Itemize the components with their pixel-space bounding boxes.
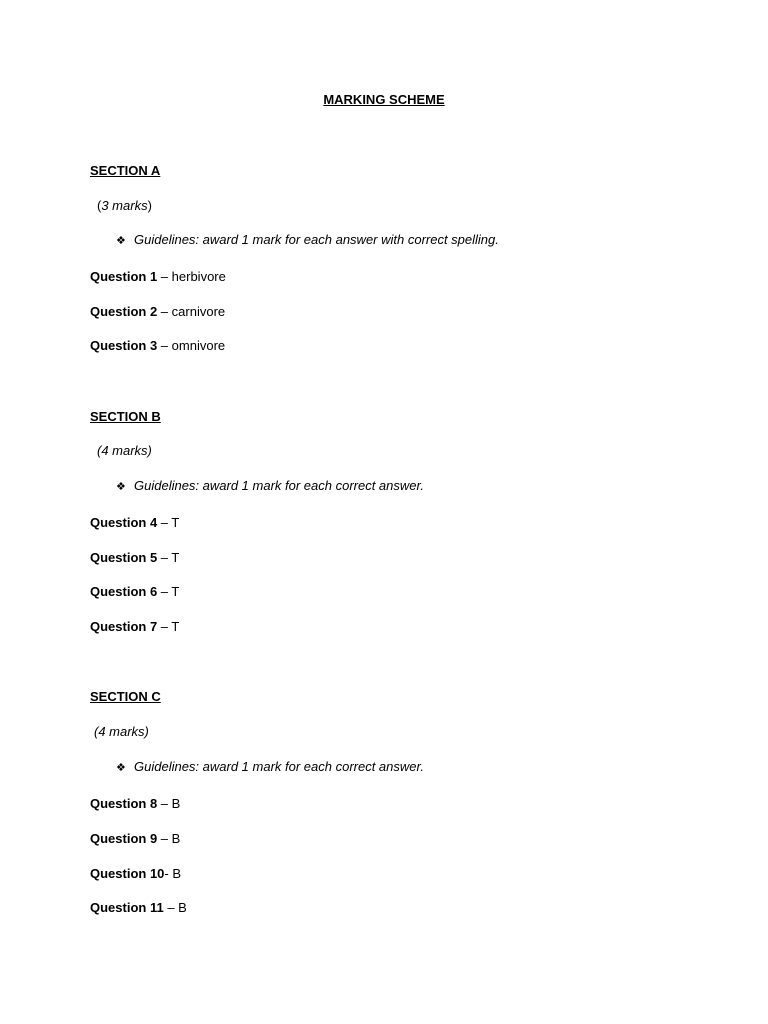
section-a-marks <box>97 198 152 214</box>
question-separator: – <box>157 619 172 634</box>
question-separator: – <box>157 831 172 846</box>
question-separator: – <box>157 796 172 811</box>
question-row <box>90 269 226 285</box>
question-separator: – <box>157 515 172 530</box>
question-label: Question 6 <box>90 584 158 599</box>
question-separator: – <box>157 304 172 319</box>
diamond-bullet-icon: ❖ <box>116 235 126 247</box>
section-b-heading: SECTION B <box>90 409 161 424</box>
question-separator: – <box>157 584 172 599</box>
question-answer: B <box>171 796 181 811</box>
question-row <box>90 900 187 916</box>
question-label: Question 9 <box>90 831 158 846</box>
section-b-guideline <box>116 478 424 495</box>
question-row <box>90 866 181 882</box>
question-row <box>90 796 180 812</box>
question-label: Question 5 <box>90 550 158 565</box>
question-answer: B <box>178 900 187 915</box>
section-c-guideline <box>116 759 424 776</box>
marks-open-paren: ( <box>97 198 102 213</box>
section-b-marks <box>97 443 152 459</box>
question-answer: T <box>171 619 180 634</box>
marks-close-paren: ) <box>147 198 152 213</box>
question-separator: – <box>157 338 172 353</box>
question-answer: T <box>171 584 180 599</box>
question-answer: T <box>171 550 180 565</box>
question-answer: carnivore <box>171 304 226 319</box>
question-separator: – <box>163 900 179 915</box>
question-answer: omnivore <box>171 338 226 353</box>
question-label: Question 1 <box>90 269 158 284</box>
question-row <box>90 550 179 566</box>
question-answer: T <box>171 515 180 530</box>
guideline-text: Guidelines: award 1 mark for each correct answer. <box>134 478 424 493</box>
question-label: Question 3 <box>90 338 158 353</box>
question-row <box>90 619 179 635</box>
diamond-bullet-icon: ❖ <box>116 762 126 774</box>
marks-text: (4 marks) <box>97 443 152 458</box>
question-label: Question 4 <box>90 515 158 530</box>
question-separator: – <box>157 550 172 565</box>
question-label: Question 10 <box>90 866 165 881</box>
question-label: Question 7 <box>90 619 158 634</box>
marks-text: 3 marks <box>101 198 148 213</box>
question-answer: B <box>172 866 182 881</box>
section-c-heading: SECTION C <box>90 689 161 704</box>
question-row <box>90 831 180 847</box>
marks-text: (4 marks) <box>94 724 149 739</box>
section-a-heading: SECTION A <box>90 163 161 178</box>
diamond-bullet-icon: ❖ <box>116 481 126 493</box>
page-title: MARKING SCHEME <box>323 92 445 107</box>
question-row <box>90 304 225 320</box>
question-label: Question 8 <box>90 796 158 811</box>
question-label: Question 11 <box>90 900 164 915</box>
guideline-text: Guidelines: award 1 mark for each answer with correct spelling. <box>134 232 499 247</box>
question-answer: B <box>171 831 181 846</box>
question-label: Question 2 <box>90 304 158 319</box>
section-c-marks <box>94 724 149 740</box>
guideline-text: Guidelines: award 1 mark for each correct answer. <box>134 759 424 774</box>
question-row <box>90 515 179 531</box>
question-row <box>90 338 225 354</box>
question-answer: herbivore <box>171 269 226 284</box>
question-row <box>90 584 179 600</box>
question-separator: – <box>157 269 172 284</box>
section-a-guideline <box>116 232 499 249</box>
question-separator: - <box>164 866 173 881</box>
